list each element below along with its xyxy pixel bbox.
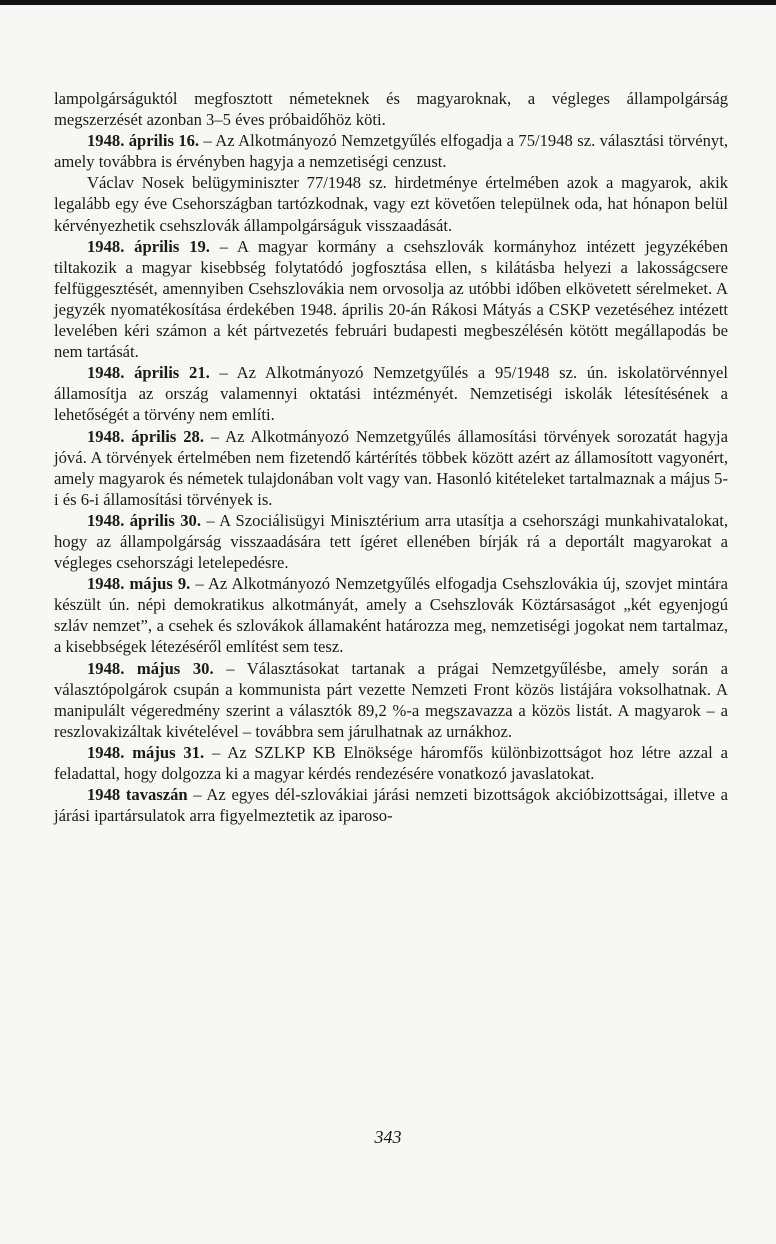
page-number: 343	[374, 1127, 402, 1147]
entry-date: 1948. május 9.	[87, 574, 191, 594]
entry-date: 1948. április 21.	[87, 363, 210, 383]
paragraph-9: 1948. május 30. – Választásokat tartanak a prágai Nemzetgyűlésbe, amely során a választópolgárok csupán a kommunista párt vezette Nemzeti Front közös listájára voksolhatnak. A manipulált végeredmény szerint a választók 89,2 %-a megszavazza a közös listát. A magyarok – a reszlovakizáltak kivételével – továbbra sem járulhatnak az urnákhoz.	[54, 658, 728, 741]
entry-date: 1948 tavaszán	[87, 785, 188, 805]
paragraph-3: Václav Nosek belügyminiszter 77/1948 sz. hirdetménye értelmében azok a magyarok, akik legalább egy éve Csehországban tartózkodnak, vagy ezt követően települnek oda, hat hónapon belül kérvényezhetik csehszlovák állampolgárságuk visszaadását.	[54, 173, 728, 235]
paragraph-11: 1948 tavaszán – Az egyes dél-szlovákiai járási nemzeti bizottságok akcióbizottságai, illetve a járási ipartársulatok arra figyelmeztetik az iparoso-	[54, 785, 728, 826]
entry-date: 1948. április 16.	[87, 131, 200, 151]
paragraph-8: 1948. május 9. – Az Alkotmányozó Nemzetgyűlés elfogadja Csehszlovákia új, szovjet mintára készült ún. népi demokratikus alkotmányát, amely a Csehszlovák Köztársaságot „két egyenjogú szláv nemzet”, a csehek és szlovákok államaként határozza meg, nemzetiségi jogokat nem tartalmaz, a kisebbségek létezéséről említést sem tesz.	[54, 574, 728, 657]
entry-date: 1948. április 28.	[87, 426, 204, 446]
entry-date: 1948. május 31.	[87, 742, 205, 762]
paragraph-4: 1948. április 19. – A magyar kormány a csehszlovák kormányhoz intézett jegyzékében tiltakozik a magyar kisebbség folytatódó jogfosztása ellen, s kilátásba helyezi a lakosságcsere felfüggesztését, amennyiben Csehszlovákia nem orvosolja az utóbbi időben elkövetett sérelmeket. A jegyzék nyomatékosítása érdekében 1948. április 20-án Rákosi Mátyás a CSKP vezetéséhez intézett levelében kéri számon a két pártvezetés februári budapesti megbeszélésén kötött megállapodás be nem tartását.	[54, 236, 728, 362]
page-text	[54, 88, 728, 826]
entry-date: 1948. május 30.	[87, 658, 214, 678]
top-border-rule	[0, 0, 776, 5]
paragraph-6: 1948. április 28. – Az Alkotmányozó Nemzetgyűlés államosítási törvények sorozatát hagyja jóvá. A törvények értelmében nem fizetendő kártérítés többek között azért az államosított vagyonért, amely magyarok és németek tulajdonában volt vagy van. Hasonló kitételeket tartalmaznak a május 5-i és 6-i államosítási törvények is.	[54, 426, 728, 509]
paragraph-7: 1948. április 30. – A Szociálisügyi Minisztérium arra utasítja a csehországi munkahivatalokat, hogy az állampolgárság visszaadására tett ígéret ellenében bírják rá a deportált magyarokat a végleges csehországi letelepedésre.	[54, 510, 728, 573]
paragraph-1: lampolgárságuktól megfosztott németeknek és magyaroknak, a végleges állampolgárság megszerzését azonban 3–5 éves próbaidőhöz köti.	[54, 89, 728, 130]
paragraph-10: 1948. május 31. – Az SZLKP KB Elnöksége háromfős különbizottságot hoz létre azzal a feladattal, hogy dolgozza ki a magyar kérdés rendezésére vonatkozó javaslatokat.	[54, 742, 728, 783]
paragraph-2: 1948. április 16. – Az Alkotmányozó Nemzetgyűlés elfogadja a 75/1948 sz. választási törvényt, amely továbbra is érvényben hagyja a nemzetiségi cenzust.	[54, 131, 728, 172]
entry-date: 1948. április 19.	[87, 236, 210, 256]
paragraph-5: 1948. április 21. – Az Alkotmányozó Nemzetgyűlés a 95/1948 sz. ún. iskolatörvénnyel államosítja az ország valamennyi oktatási intézményét. Nemzetiségi iskolák létesítésének a lehetőségét a törvény nem említi.	[54, 363, 728, 425]
entry-date: 1948. április 30.	[87, 510, 201, 530]
